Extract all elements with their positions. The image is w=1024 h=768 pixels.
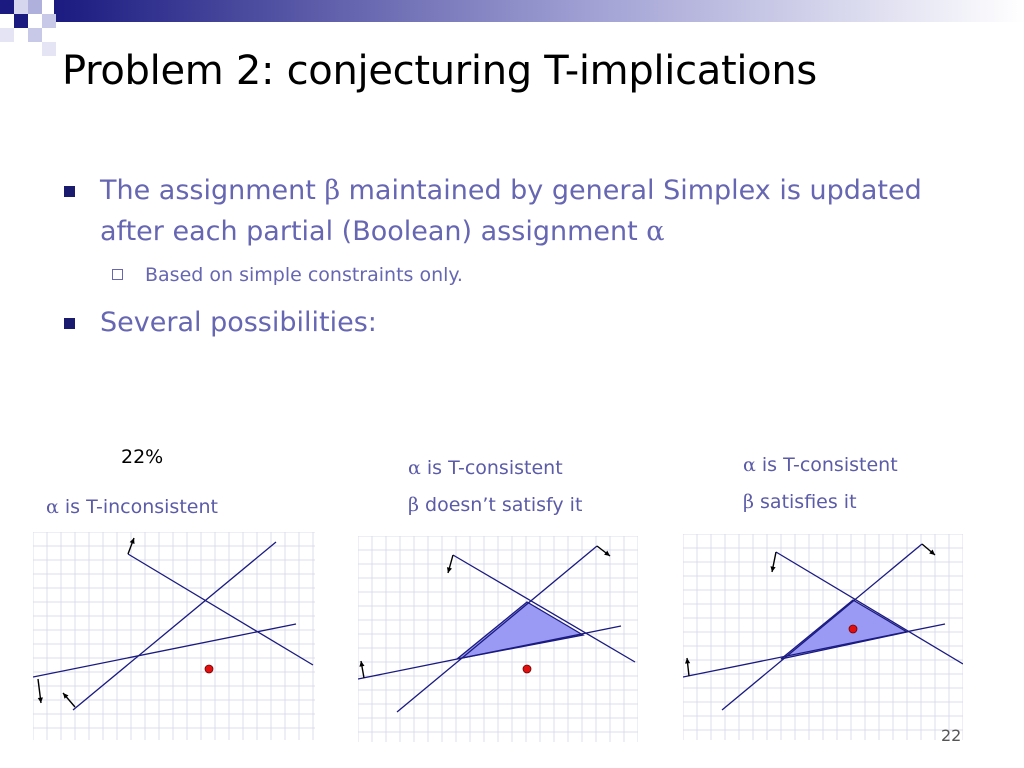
panel-3-caption-line-2: β satisfies it [743,491,857,513]
panel-1-caption-line-1: α is T-inconsistent [46,496,218,518]
slide-title: Problem 2: conjecturing T-implications [62,48,817,94]
alpha-symbol: α [646,216,665,247]
page-number: 22 [941,726,962,745]
arrowhead-icon [771,566,776,572]
panel-2-beta-point [523,665,531,673]
panel-3-beta-point [849,625,857,633]
beta-symbol: β [324,175,341,206]
panel-3-diagram [683,534,963,740]
hollow-square-bullet-icon [112,269,123,280]
bullet-simplex-assignment [64,170,944,252]
percent-label: 22% [121,446,164,468]
panel-2-caption-line-2: β doesn’t satisfy it [408,494,583,516]
panel-1-beta-point [205,665,213,673]
panel-2-diagram [358,536,638,742]
bullet-text: The assignment β maintained by general Simplex is updated after each partial (Boolean) assignment α [100,175,922,247]
square-bullet-icon [64,318,75,329]
bullet-several-possibilities: Several possibilities: [64,302,944,343]
panel-3-caption-line-1: α is T-consistent [743,454,898,476]
sub-bullet-simple-constraints: Based on simple constraints only. [112,262,463,288]
panel-2-caption-line-1: α is T-consistent [408,457,563,479]
panel-1-diagram [33,532,315,740]
square-bullet-icon [64,186,75,197]
